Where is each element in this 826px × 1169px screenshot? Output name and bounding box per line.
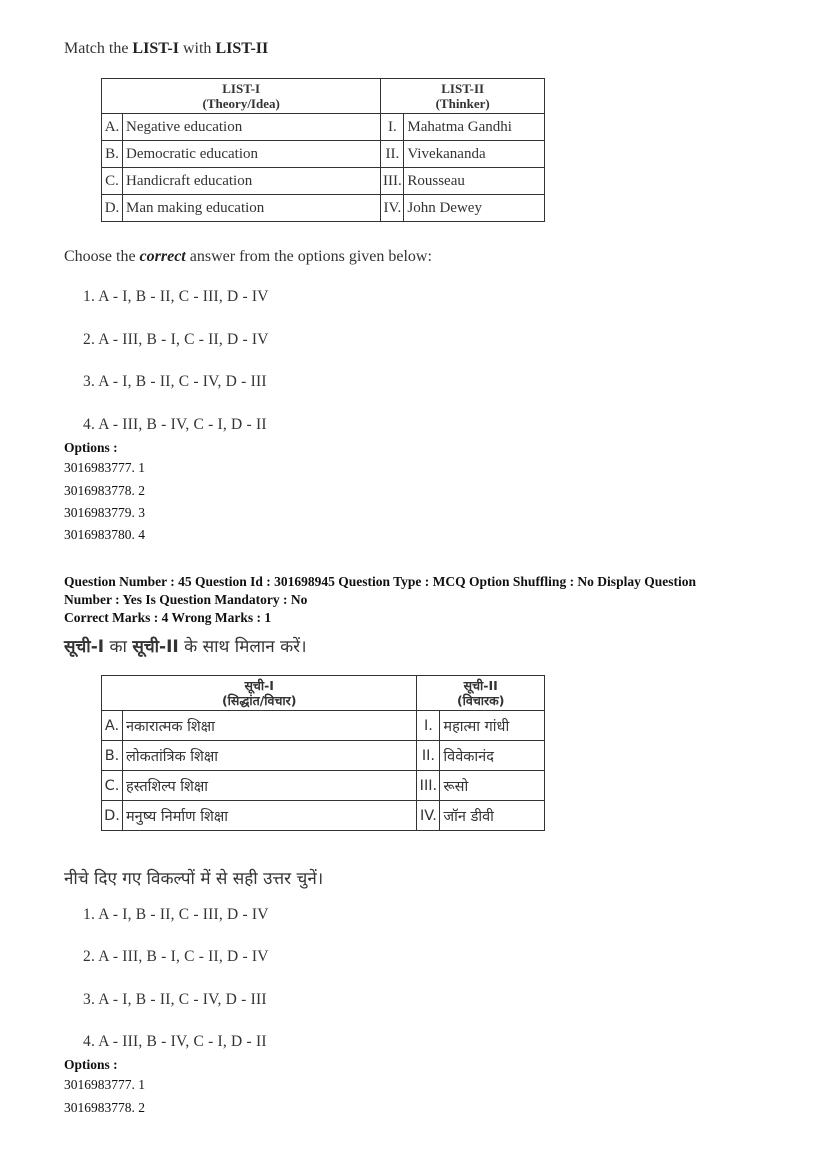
table-row: D. मनुष्य निर्माण शिक्षा IV. जॉन डीवी	[102, 801, 545, 831]
heading-list2: LIST-II	[215, 40, 269, 57]
options-label: Options :	[64, 440, 118, 455]
options-label: Options :	[64, 1057, 118, 1072]
option-id-line: 3016983778. 2	[64, 1100, 145, 1115]
column-header-list2: LIST-II (Thinker)	[381, 79, 545, 114]
answer-option-4: 4. A - III, B - IV, C - I, D - II	[83, 1033, 267, 1050]
column-header-list1: सूची-I (सिद्धांत/विचार)	[102, 676, 417, 711]
answer-option-1: 1. A - I, B - II, C - III, D - IV	[83, 906, 269, 923]
table-row: C. हस्तशिल्प शिक्षा III. रूसो	[102, 771, 545, 801]
option-id-line: 3016983779. 3	[64, 505, 145, 520]
answer-option-4: 4. A - III, B - IV, C - I, D - II	[83, 416, 267, 433]
heading-list1: LIST-I	[132, 40, 179, 57]
table-row: A. नकारात्मक शिक्षा I. महात्मा गांधी	[102, 711, 545, 741]
choose-instruction-hindi: नीचे दिए गए विकल्पों में से सही उत्तर चुनें।	[64, 869, 324, 889]
answer-option-3: 3. A - I, B - II, C - IV, D - III	[83, 991, 267, 1008]
heading-text: Match the	[64, 40, 133, 57]
answer-option-1: 1. A - I, B - II, C - III, D - IV	[83, 288, 269, 305]
match-table	[101, 78, 545, 222]
option-id-line: 3016983777. 1	[64, 460, 145, 475]
question-meta-line-2: Number : Yes Is Question Mandatory : No	[64, 592, 308, 607]
table-row: A. Negative education I. Mahatma Gandhi	[102, 114, 545, 141]
question-heading-hindi: सूची-I का सूची-II के साथ मिलान करें।	[64, 637, 307, 657]
question-meta-line-1: Question Number : 45 Question Id : 301698945 Question Type : MCQ Option Shuffling : No Display Question	[64, 574, 696, 589]
answer-option-2: 2. A - III, B - I, C - II, D - IV	[83, 948, 269, 965]
table-row: B. Democratic education II. Vivekananda	[102, 141, 545, 168]
column-header-list1: LIST-I (Theory/Idea)	[102, 79, 381, 114]
answer-option-3: 3. A - I, B - II, C - IV, D - III	[83, 373, 267, 390]
table-row: D. Man making education IV. John Dewey	[102, 195, 545, 222]
question-heading	[64, 40, 268, 58]
option-id-line: 3016983777. 1	[64, 1077, 145, 1092]
table-row: C. Handicraft education III. Rousseau	[102, 168, 545, 195]
option-id-line: 3016983778. 2	[64, 483, 145, 498]
option-id-line: 3016983780. 4	[64, 527, 145, 542]
table-row: B. लोकतांत्रिक शिक्षा II. विवेकानंद	[102, 741, 545, 771]
match-table-hindi	[101, 675, 545, 831]
column-header-list2: सूची-II (विचारक)	[417, 676, 545, 711]
choose-instruction: Choose the correct answer from the options given below:	[64, 248, 432, 265]
heading-text: with	[178, 40, 216, 57]
question-meta-line-3: Correct Marks : 4 Wrong Marks : 1	[64, 610, 272, 625]
answer-option-2: 2. A - III, B - I, C - II, D - IV	[83, 331, 269, 348]
